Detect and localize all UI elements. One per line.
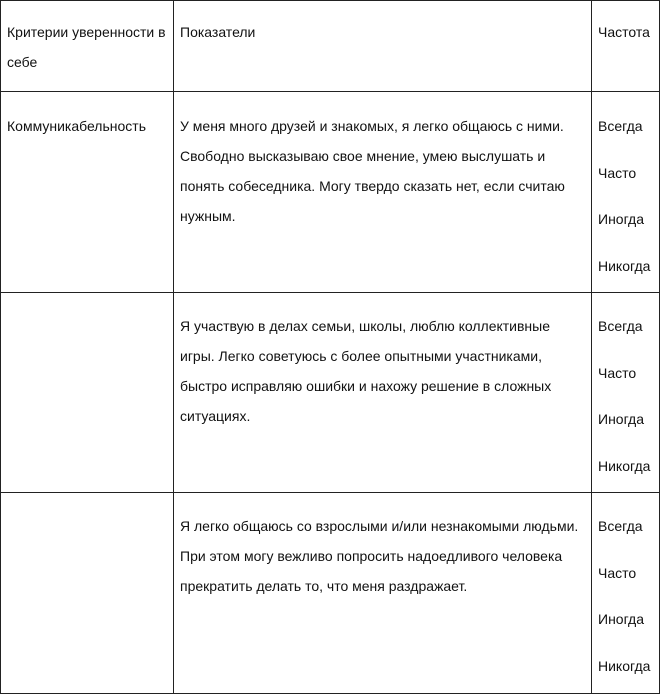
header-criteria: Критерии уверенности в себе — [1, 1, 174, 92]
header-indicators: Показатели — [174, 1, 592, 92]
table-row — [1, 493, 660, 694]
frequency-option-often: Часто — [598, 164, 637, 181]
header-row — [1, 1, 660, 92]
frequency-option-always: Всегда — [598, 318, 643, 334]
criterion-cell — [1, 493, 174, 694]
indicator-cell: Я участвую в делах семьи, школы, люблю коллективные игры. Легко советуюсь с более опытными участниками, быстро исправляю ошибки и нахожу решение в сложных ситуациях. — [174, 293, 592, 493]
frequency-option-sometimes: Иногда — [598, 611, 645, 627]
frequency-cell — [592, 92, 660, 293]
indicator-cell: Я легко общаюсь со взрослыми и/или незнакомыми людьми. При этом могу вежливо попросить надоедливого человека прекратить делать то, что меня раздражает. — [174, 493, 592, 694]
table-row — [1, 293, 660, 493]
frequency-option-always: Всегда — [598, 118, 643, 134]
frequency-option-never: Никогда — [598, 257, 651, 274]
frequency-option-often: Часто — [598, 564, 637, 581]
frequency-option-always: Всегда — [598, 518, 643, 534]
frequency-cell — [592, 293, 660, 493]
frequency-cell — [592, 493, 660, 694]
criterion-cell: Коммуникабельность — [1, 92, 174, 293]
frequency-option-sometimes: Иногда — [598, 411, 645, 427]
header-frequency: Частота — [592, 1, 660, 92]
criterion-cell — [1, 293, 174, 493]
table-row — [1, 92, 660, 293]
frequency-option-never: Никогда — [598, 457, 651, 474]
frequency-option-often: Часто — [598, 364, 637, 381]
frequency-option-sometimes: Иногда — [598, 211, 645, 227]
frequency-option-never: Никогда — [598, 657, 651, 674]
indicator-cell: У меня много друзей и знакомых, я легко общаюсь с ними. Свободно высказываю свое мнение, умею выслушать и понять собеседника. Могу твердо сказать нет, если считаю нужным. — [174, 92, 592, 293]
